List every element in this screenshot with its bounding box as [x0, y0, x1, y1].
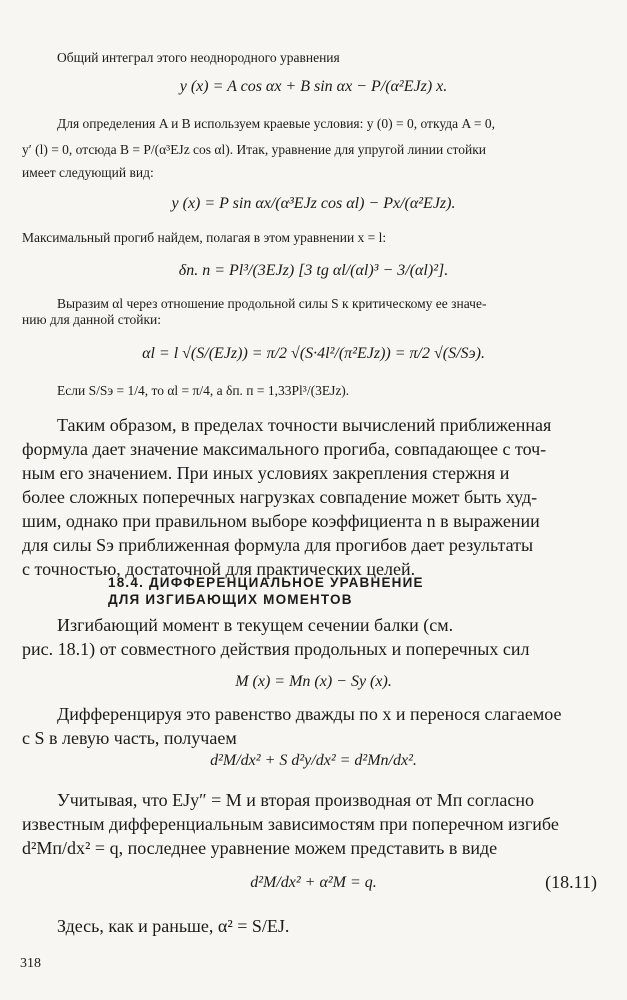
- text-line: y′ (l) = 0, отсюда B = P/(α³EJz cos αl). Итак, уравнение для упругой линии стойки: [22, 142, 487, 157]
- equation: y (x) = P sin αx/(α³EJz cos αl) − Px/(α²EJz).: [171, 195, 456, 212]
- paragraph-line: рис. 18.1) от совместного действия продольных и поперечных сил: [22, 639, 530, 659]
- text-line: нию для данной стойки:: [22, 312, 161, 327]
- equation-number: (18.11): [545, 872, 597, 892]
- equation: δп. п = Pl³/(3EJz) [3 tg αl/(αl)³ − 3/(αl)²].: [178, 262, 449, 279]
- paragraph-line: Дифференцируя это равенство дважды по x и перенося слагаемое: [57, 704, 562, 724]
- paragraph-line: формула дает значение максимального прогиба, совпадающее с точ-: [22, 439, 547, 459]
- equation: αl = l √(S/(EJz)) = π/2 √(S·4l²/(π²EJz)) = π/2 √(S/Sэ).: [142, 345, 485, 362]
- paragraph-line: с точностью, достаточной для практических целей.: [22, 559, 416, 579]
- section-heading: 18.4. ДИФФЕРЕНЦИАЛЬНОЕ УРАВНЕНИЕ: [108, 575, 424, 590]
- text-line: имеет следующий вид:: [22, 165, 154, 180]
- paragraph-line: с S в левую часть, получаем: [22, 728, 237, 748]
- paragraph-line: ным его значением. При иных условиях закрепления стержня и: [22, 463, 510, 483]
- page-number: 318: [20, 956, 41, 971]
- equation: y (x) = A cos αx + B sin αx − P/(α²EJz) x.: [179, 78, 448, 95]
- paragraph-line: d²Mп/dx² = q, последнее уравнение можем представить в виде: [22, 838, 498, 858]
- paragraph-line: Изгибающий момент в текущем сечении балки (см.: [57, 615, 454, 635]
- paragraph-line: известным дифференциальным зависимостям при поперечном изгибе: [22, 814, 559, 834]
- text-line: Для определения A и B используем краевые условия: y (0) = 0, откуда A = 0,: [57, 116, 495, 131]
- paragraph-line: Учитывая, что EJy″ = M и вторая производная от Mп согласно: [57, 790, 534, 810]
- paragraph-line: шим, однако при правильном выборе коэффициента n в выражении: [22, 511, 540, 531]
- equation: d²M/dx² + S d²y/dx² = d²Mп/dx².: [210, 752, 417, 769]
- paragraph-line: Таким образом, в пределах точности вычислений приближенная: [57, 415, 552, 435]
- text-line: Если S/Sэ = 1/4, то αl = π/4, а δп. п = 1,33Pl³/(3EJz).: [57, 383, 350, 398]
- paragraph-line: Здесь, как и раньше, α² = S/EJ.: [57, 916, 290, 936]
- paragraph-line: для силы Sэ приближенная формула для прогибов дает результаты: [22, 535, 534, 555]
- section-heading: ДЛЯ ИЗГИБАЮЩИХ МОМЕНТОВ: [108, 592, 353, 607]
- equation: M (x) = Mп (x) − Sy (x).: [235, 673, 392, 690]
- paragraph-line: более сложных поперечных нагрузках совпадение может быть худ-: [22, 487, 538, 507]
- equation: d²M/dx² + α²M = q.: [250, 874, 377, 891]
- text-line: Максимальный прогиб найдем, полагая в этом уравнении x = l:: [22, 230, 387, 245]
- text-line: Выразим αl через отношение продольной силы S к критическому ее значе-: [57, 296, 487, 311]
- text-line: Общий интеграл этого неоднородного уравнения: [57, 50, 340, 65]
